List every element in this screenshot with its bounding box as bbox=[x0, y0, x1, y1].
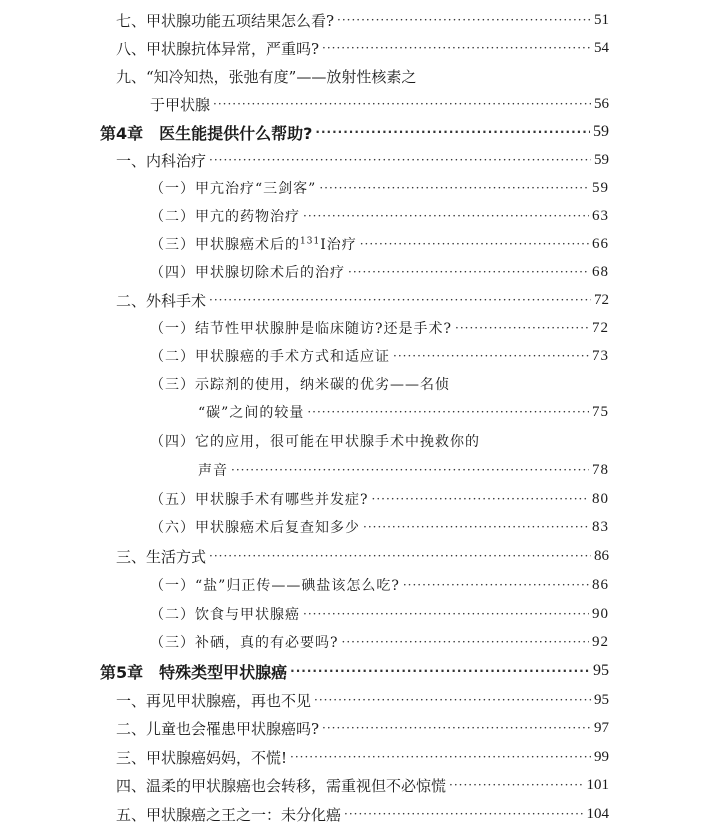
toc-entry-page: 90 bbox=[592, 605, 609, 622]
toc-subentry[interactable] bbox=[150, 427, 609, 455]
dot-leader bbox=[303, 209, 589, 223]
toc-entry[interactable] bbox=[116, 34, 609, 62]
dot-leader bbox=[209, 153, 591, 167]
dot-leader bbox=[342, 635, 589, 649]
toc-entry-page: 59 bbox=[594, 151, 609, 168]
toc-entry[interactable] bbox=[116, 62, 609, 90]
toc-entry-title: （二）甲亢的药物治疗 bbox=[150, 209, 300, 225]
toc-entry-page: 86 bbox=[594, 547, 609, 564]
toc-subentry[interactable] bbox=[150, 342, 609, 370]
toc-chapter-title: 第5章 特殊类型甲状腺癌 bbox=[100, 662, 288, 682]
toc-entry-title: 三、生活方式 bbox=[116, 547, 207, 566]
toc-entry[interactable] bbox=[150, 90, 609, 118]
dot-leader bbox=[209, 549, 591, 563]
toc-entry-page: 78 bbox=[592, 461, 609, 478]
toc-entry[interactable] bbox=[116, 686, 609, 714]
toc-entry-page: 66 bbox=[592, 235, 609, 252]
toc-entry-page: 54 bbox=[594, 39, 609, 56]
toc-entry-page: 59 bbox=[593, 123, 609, 140]
dot-leader bbox=[231, 463, 589, 477]
toc-entry-title: 二、儿童也会罹患甲状腺癌吗? bbox=[116, 719, 320, 738]
dot-leader bbox=[337, 13, 591, 27]
dot-leader bbox=[372, 492, 589, 506]
toc-entry[interactable] bbox=[116, 714, 609, 742]
dot-leader bbox=[315, 125, 590, 139]
toc-entry[interactable] bbox=[116, 146, 609, 174]
toc-subentry[interactable] bbox=[198, 456, 609, 484]
toc-subentry[interactable] bbox=[198, 398, 609, 426]
toc-chapter-title: 第4章 医生能提供什么帮助? bbox=[100, 123, 313, 143]
toc-entry-page: 83 bbox=[592, 518, 609, 535]
toc-entry-page: 104 bbox=[586, 805, 609, 822]
isotope-superscript: 131 bbox=[300, 236, 321, 247]
toc-entry-title: 一、再见甲状腺癌，再也不见 bbox=[116, 691, 312, 710]
toc-entry-page: 95 bbox=[593, 662, 609, 679]
toc-entry-page: 63 bbox=[592, 207, 609, 224]
dot-leader bbox=[393, 349, 589, 363]
toc-entry-title: （一）结节性甲状腺肿是临床随访?还是手术? bbox=[150, 321, 453, 337]
dot-leader bbox=[290, 664, 590, 678]
dot-leader bbox=[314, 693, 591, 707]
toc-entry-title: 三、甲状腺癌妈妈，不慌! bbox=[116, 748, 288, 767]
toc-entry[interactable] bbox=[116, 800, 609, 828]
toc-entry[interactable] bbox=[116, 286, 609, 314]
toc-entry-title: 五、甲状腺癌之王之一：未分化癌 bbox=[116, 805, 342, 824]
toc-entry-title: （二）饮食与甲状腺癌 bbox=[150, 607, 300, 623]
dot-leader bbox=[213, 97, 591, 111]
toc-entry-title: 声音 bbox=[198, 463, 228, 479]
dot-leader bbox=[319, 181, 589, 195]
toc-entry-page: 51 bbox=[594, 11, 609, 28]
toc-entry-title: 一、内科治疗 bbox=[116, 151, 207, 170]
dot-leader bbox=[307, 405, 589, 419]
dot-leader bbox=[209, 293, 591, 307]
toc-entry-page: 73 bbox=[592, 347, 609, 364]
toc-entry-title: （四）它的应用，很可能在甲状腺手术中挽救你的 bbox=[150, 434, 480, 450]
toc-entry-page: 56 bbox=[594, 95, 609, 112]
toc-subentry[interactable] bbox=[150, 571, 609, 599]
toc-entry-page: 75 bbox=[592, 403, 609, 420]
dot-leader bbox=[449, 778, 583, 792]
toc-entry-title: （三）补硒，真的有必要吗? bbox=[150, 635, 339, 651]
toc-entry-title-post: I治疗 bbox=[320, 237, 357, 253]
toc-subentry[interactable] bbox=[150, 485, 609, 513]
toc-entry-title: 二、外科手术 bbox=[116, 291, 207, 310]
dot-leader bbox=[360, 237, 589, 251]
dot-leader bbox=[348, 265, 589, 279]
dot-leader bbox=[303, 607, 589, 621]
toc-entry-page: 59 bbox=[592, 179, 609, 196]
toc-entry-title: 四、温柔的甲状腺癌也会转移，需重视但不必惊慌 bbox=[116, 776, 447, 795]
toc-subentry[interactable] bbox=[150, 600, 609, 628]
toc-entry-page: 68 bbox=[592, 263, 609, 280]
dot-leader bbox=[290, 750, 591, 764]
toc-subentry[interactable] bbox=[150, 230, 609, 258]
dot-leader bbox=[322, 721, 591, 735]
toc-entry-page: 80 bbox=[592, 490, 609, 507]
toc-entry-page: 99 bbox=[594, 748, 609, 765]
dot-leader bbox=[455, 321, 589, 335]
toc-subentry[interactable] bbox=[150, 370, 609, 398]
toc-entry-title: “碳”之间的较量 bbox=[198, 405, 305, 421]
dot-leader bbox=[403, 578, 589, 592]
toc-chapter[interactable] bbox=[100, 118, 609, 146]
toc-entry-title: （一）“盐”归正传——碘盐该怎么吃? bbox=[150, 578, 400, 594]
toc-entry-title-pre: （三）甲状腺癌术后的 bbox=[150, 237, 300, 253]
toc-entry-title: （三）示踪剂的使用，纳米碳的优劣——名侦 bbox=[150, 377, 450, 393]
toc-subentry[interactable] bbox=[150, 314, 609, 342]
toc-entry-title bbox=[150, 234, 357, 254]
toc-entry-title: （四）甲状腺切除术后的治疗 bbox=[150, 265, 345, 281]
toc-entry-title: 九、“知冷知热，张弛有度”——放射性核素之 bbox=[116, 67, 417, 86]
toc-entry-page: 92 bbox=[592, 633, 609, 650]
toc-subentry[interactable] bbox=[150, 202, 609, 230]
toc-entry-title: （六）甲状腺癌术后复查知多少 bbox=[150, 520, 360, 536]
toc-entry-title: （五）甲状腺手术有哪些并发症? bbox=[150, 492, 369, 508]
toc-entry-page: 72 bbox=[592, 319, 609, 336]
toc-subentry[interactable] bbox=[150, 628, 609, 656]
toc-entry[interactable] bbox=[116, 6, 609, 34]
toc-entry-title: 八、甲状腺抗体异常，严重吗? bbox=[116, 39, 320, 58]
toc-entry-title: （一）甲亢治疗“三剑客” bbox=[150, 181, 317, 197]
toc-entry-page: 95 bbox=[594, 691, 609, 708]
toc-entry-page: 101 bbox=[586, 776, 609, 793]
toc-chapter[interactable] bbox=[100, 657, 609, 685]
toc-entry-page: 97 bbox=[594, 719, 609, 736]
toc-entry[interactable] bbox=[116, 771, 609, 799]
dot-leader bbox=[322, 41, 591, 55]
toc-entry-page: 86 bbox=[592, 576, 609, 593]
toc-entry-title: 七、甲状腺功能五项结果怎么看? bbox=[116, 11, 335, 30]
toc-subentry[interactable] bbox=[150, 258, 609, 286]
dot-leader bbox=[363, 520, 589, 534]
toc-subentry[interactable] bbox=[150, 174, 609, 202]
toc-entry[interactable] bbox=[116, 542, 609, 570]
toc-entry-page: 72 bbox=[594, 291, 609, 308]
toc-subentry[interactable] bbox=[150, 513, 609, 541]
toc-entry[interactable] bbox=[116, 743, 609, 771]
dot-leader bbox=[344, 807, 583, 821]
toc-entry-title: 于甲状腺 bbox=[150, 95, 211, 114]
toc-entry-title: （二）甲状腺癌的手术方式和适应证 bbox=[150, 349, 390, 365]
